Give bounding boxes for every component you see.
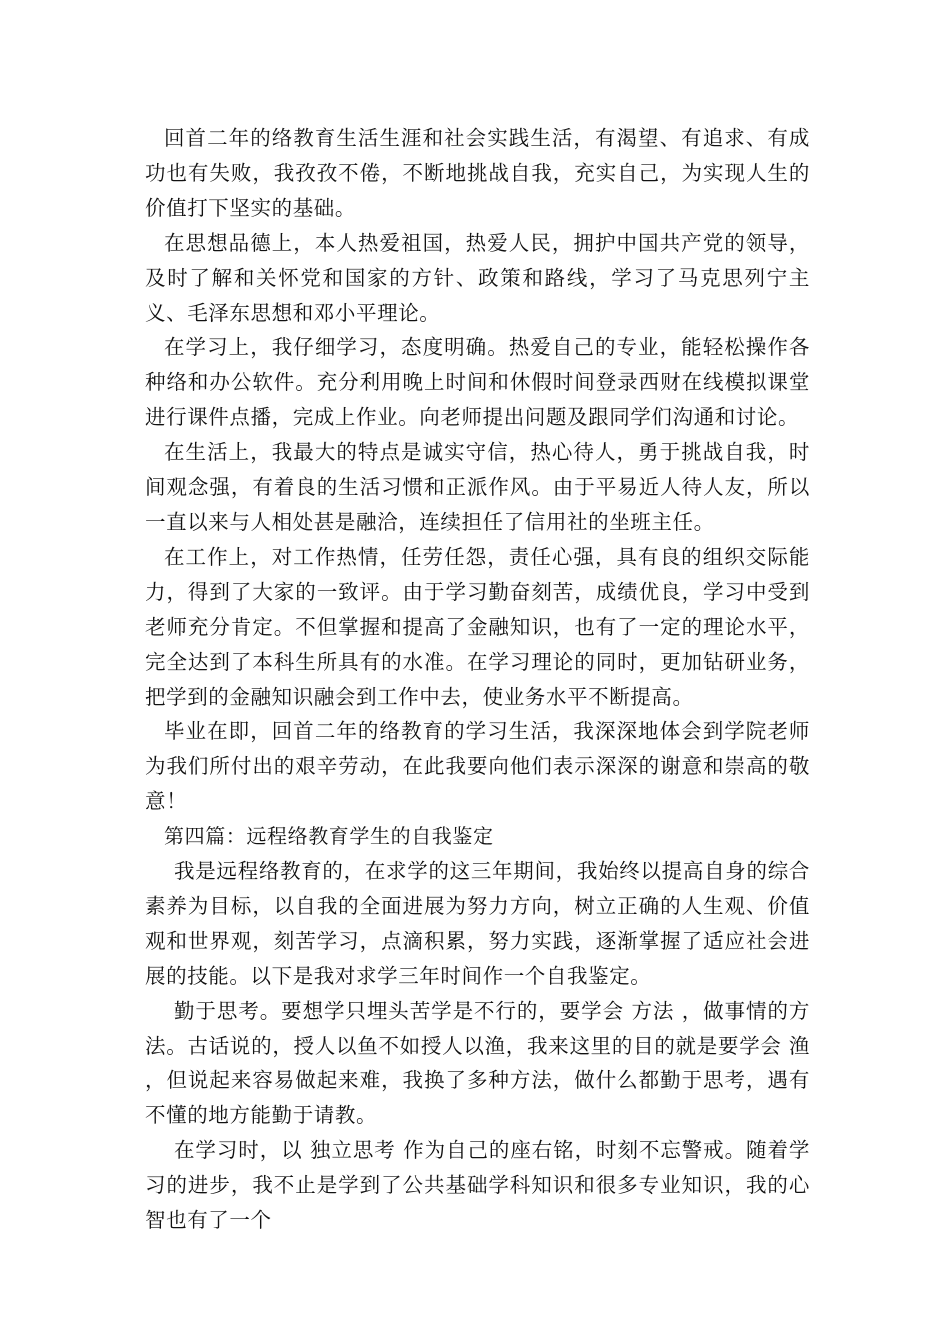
paragraph-study: 在学习上，我仔细学习，态度明确。热爱自己的专业，能轻松操作各种络和办公软件。充分利用晚上时间和休假时间登录西财在线模拟课堂进行课件点播，完成上作业。向老师提出问题及跟同学们沟通和讨论。 — [145, 335, 810, 430]
paragraph-intro: 回首二年的络教育生活生涯和社会实践生活，有渴望、有追求、有成功也有失败，我孜孜不倦，不断地挑战自我，充实自己，为实现人生的价值打下坚实的基础。 — [145, 126, 810, 220]
section-heading: 第四篇：远程络教育学生的自我鉴定 — [164, 824, 494, 849]
paragraph-self-intro: 我是远程络教育的，在求学的这三年期间，我始终以提高自身的综合素养为目标，以自我的全面进展为努力方向，树立正确的人生观、价值观和世界观，刻苦学习，点滴积累，努力实践，逐渐掌握了适应社会进展的技能。以下是我对求学三年时间作一个自我鉴定。 — [145, 859, 810, 988]
document-body — [145, 121, 810, 1238]
paragraph-independent: 在学习时，以 独立思考 作为自己的座右铭，时刻不忘警戒。随着学习的进步，我不止是学到了公共基础学科知识和很多专业知识，我的心智也有了一个 — [145, 1138, 810, 1233]
paragraph-ideology: 在思想品德上，本人热爱祖国，热爱人民，拥护中国共产党的领导，及时了解和关怀党和国家的方针、政策和路线，学习了马克思列宁主义、毛泽东思想和邓小平理论。 — [145, 230, 810, 325]
paragraph-work: 在工作上，对工作热情，任劳任怨，责任心强，具有良的组织交际能力，得到了大家的一致评。由于学习勤奋刻苦，成绩优良，学习中受到老师充分肯定。不但掌握和提高了金融知识，也有了一定的理论水平，完全达到了本科生所具有的水准。在学习理论的同时，更加钻研业务，把学到的金融知识融会到工作中去，使业务水平不断提高。 — [145, 544, 810, 709]
paragraph-thinking: 勤于思考。要想学只埋头苦学是不行的，要学会 方法 ，做事情的方法。古话说的，授人以鱼不如授人以渔，我来这里的目的就是要学会 渔 ，但说起来容易做起来难，我换了多种方法，做什么都勤于思考，遇有不懂的地方能勤于请教。 — [145, 998, 810, 1128]
paragraph-life: 在生活上，我最大的特点是诚实守信，热心待人，勇于挑战自我，时间观念强，有着良的生活习惯和正派作风。由于平易近人待人友，所以一直以来与人相处甚是融洽，连续担任了信用社的坐班主任。 — [145, 440, 810, 534]
paragraph-graduation: 毕业在即，回首二年的络教育的学习生活，我深深地体会到学院老师为我们所付出的艰辛劳动，在此我要向他们表示深深的谢意和崇高的敬意！ — [145, 719, 810, 814]
